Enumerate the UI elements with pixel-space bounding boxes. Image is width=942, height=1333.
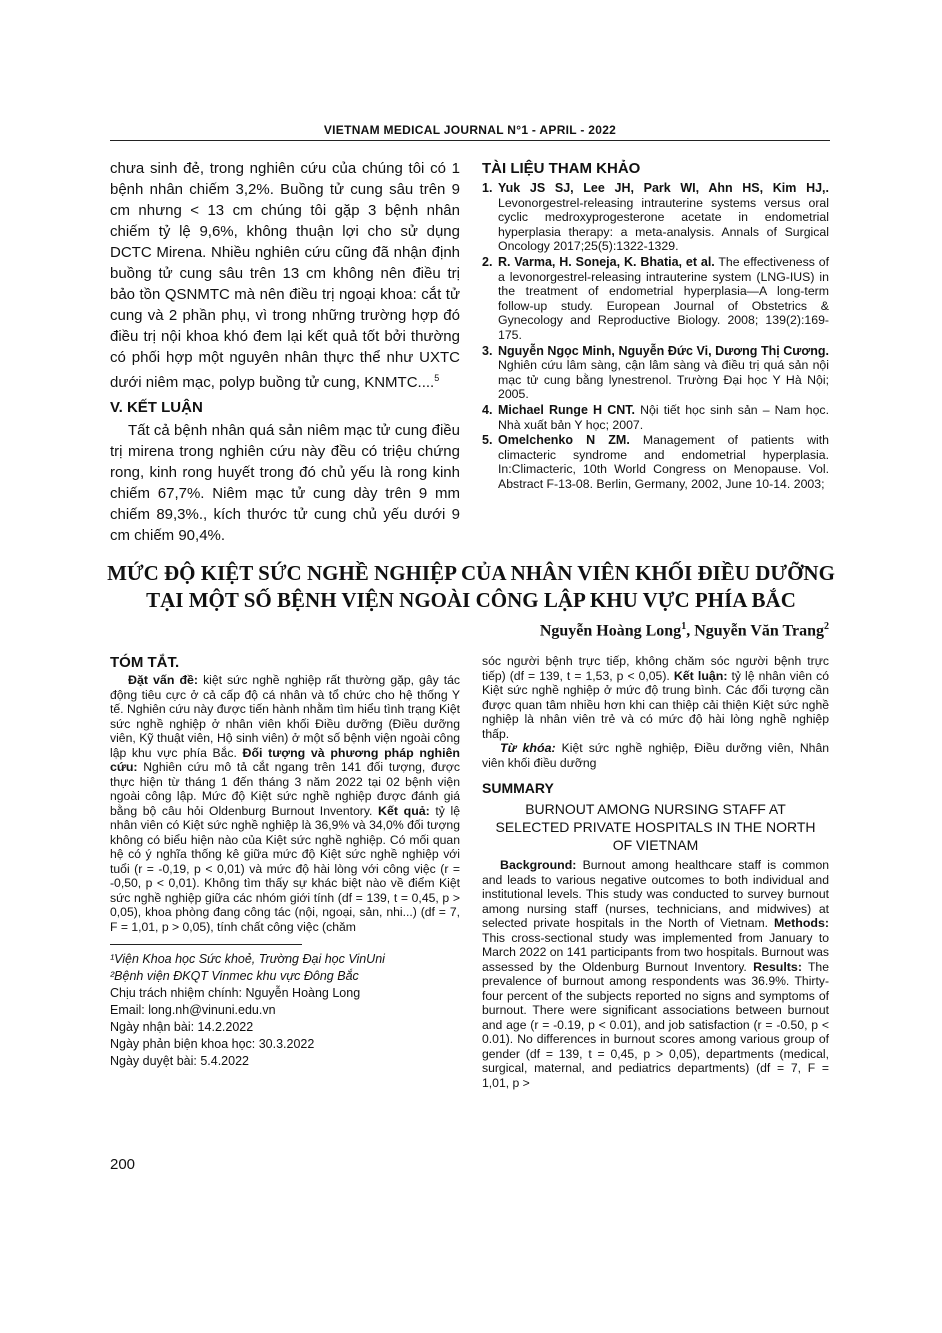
reference-item: 3. Nguyễn Ngọc Minh, Nguyễn Đức Vi, Dương Thị Cương. Nghiên cứu lâm sàng, cận lâm sàng và điều trị quá sản nội mạc tử cung bằng lynestrenol. Trường Đại học Y Hà Nội; 2005. — [482, 343, 829, 402]
reference-item: 1. Yuk JS SJ, Lee JH, Park WI, Ahn HS, Kim HJ,. Levonorgestrel-releasing intrauterine systems versus oral cyclic medroxyprogesterone acetate in endometrial hyperplasia therapy: a meta-analysis. Annals of Surgical Oncology 2017;25(5):1322-1329. — [482, 181, 829, 254]
affiliation-2: ²Bệnh viện ĐKQT Vinmec khu vực Đông Bắc — [110, 969, 359, 983]
citation-sup: 5 — [434, 373, 440, 383]
article-authors: Nguyễn Hoàng Long$^1$, Nguyễn Văn Trang$^2$ — [539, 621, 829, 640]
references-heading: TÀI LIỆU THAM KHẢO — [482, 160, 641, 177]
summary-heading: SUMMARY — [482, 780, 554, 796]
top-left-column — [110, 158, 460, 546]
affiliation-1: ¹Viện Khoa học Sức khoẻ, Trường Đại học VinUni — [110, 952, 385, 966]
abstract-vi-continuation: sóc người bệnh trực tiếp, không chăm sóc người bệnh trực tiếp) (df = 139, t = 1,53, p < 0,05). Kết luận: tỷ lệ nhân viên có Kiệt sức nghề nghiệp ở mức độ trung bình. Các đối tượng cần được quan tâm nhiều hơn khi can thiệp cải thiện Kiệt sức nghề nghiệp là nhân viên trẻ và có mức độ hài lòng nghề nghiệp thấp. — [482, 654, 829, 741]
conclusion-paragraph: Tất cả bệnh nhân quá sản niêm mạc tử cung điều trị mirena trong nghiên cứu này đều có triệu chứng rong, kinh rong huyết trong đó chủ yếu là rong kinh chiếm 67,7%. Niêm mạc tử cung dày trên 9 mm chiếm 89,3%., kích thước tử cung chủ yếu dưới 9 cm chiếm 90,4%. — [110, 422, 460, 544]
header-rule — [110, 140, 830, 141]
abstract-vi-body: Đặt vấn đề: kiệt sức nghề nghiệp rất thường gặp, gây tác động tiêu cực ở cả cấp độ cá nhân và tổ chức cho hệ thống Y tế. Nghiên cứu này được tiến hành nhằm tìm hiểu tình trạng Kiệt sức nghề nghiệp ở nhân viên khối Điều dưỡng (Điều dưỡng viên, Kỹ thuật viên, Hộ sinh viên) ở một số bệnh viện ngoài công lập khu vực phía Bắc. Đối tượng và phương pháp nghiên cứu: Nghiên cứu mô tả cắt ngang trên 141 đối tượng, được thực hiện từ tháng 1 đến tháng 3 năm 2022 tại 02 bệnh viện ngoài công lập. Mức độ Kiệt sức nghề nghiệp được đánh giá bằng bộ câu hỏi Oldenburg Burnout Inventory. Kết quả: tỷ lệ nhân viên có Kiệt sức nghề nghiệp là 36,9% và 34,0% đối tượng không có biểu hiện nào của Kiệt sức nghề nghiệp. Có mối quan hệ có ý nghĩa thống kê giữa mức độ Kiệt sức nghề nghiệp với tuổi (r = -0,19, p < 0,01) và mức độ hài lòng với công việc (r = -0,50, p < 0,01). Không tìm thấy sự khác biệt nào về điểm Kiệt sức nghề nghiệp giữa các nhóm giới tính (df = 139, t = 0,45, p > 0,05), khoa phòng đang công tác (nội, ngoại, sản, nhi...) (df = 7, F = 1,01, p > 0,05), tính chất công việc (chăm — [110, 673, 460, 934]
reference-item: 2. R. Varma, H. Soneja, K. Bhatia, et al. The effectiveness of a levonorgestrel-releasing intrauterine system (LNG-IUS) in the treatment of endometrial hyperplasia—A long-term follow-up study. European Journal of Obstetrics & Gynecology and Reproductive Biology. 2008; 139(2):169-175. — [482, 254, 829, 342]
conclusion-heading: V. KẾT LUẬN — [110, 399, 203, 416]
abstract-vi-column — [110, 654, 460, 1070]
continuation-paragraph: chưa sinh đẻ, trong nghiên cứu của chúng tôi có 1 bệnh nhân chiếm 3,2%. Buồng tử cung sâu trên 9 cm nhưng < 13 cm chúng tôi gặp 3 bệnh nhân chiếm tỷ lệ 9,6%, không thuận lợi cho sử dụng DCTC Mirena. Nhiều nghiên cứu cũng đã nhận định buồng tử cung sâu trên 13 cm không nên điều trị bảo tồn QSNMTC mà nên điều trị ngoại khoa: cắt tử cung và 2 phần phụ, vì trong những trường hợp đó điều trị nội khoa khó đem lại kết quả tốt bởi thường có phối hợp một nguyên nhân thực thể như UXTC dưới niêm mạc, polyp buồng tử cung, KNMTC....$^5$ — [110, 160, 460, 391]
email-line: Email: long.nh@vinuni.edu.vn — [110, 1003, 276, 1017]
abstract-right-column — [482, 654, 829, 1090]
references-list — [482, 181, 829, 491]
received-date: Ngày nhận bài: 14.2.2022 — [110, 1020, 254, 1034]
page-number: 200 — [110, 1156, 136, 1173]
reference-item: 5. Omelchenko N ZM. Management of patients with climacteric syndrome and endometrial hyperplasia. In:Climacteric, 10th World Congress on Menopause. Vol. Abstract F-13-08. Berlin, Germany, 2002, June 10-14. 2003; — [482, 433, 829, 491]
keywords-vi: Từ khóa: Kiệt sức nghề nghiệp, Điều dưỡng viên, Nhân viên khối điều dưỡng — [482, 741, 830, 770]
abstract-vi-heading: TÓM TẮT. — [110, 654, 180, 671]
reviewed-date: Ngày phản biện khoa học: 30.3.2022 — [110, 1037, 315, 1051]
title-line-1: MỨC ĐỘ KIỆT SỨC NGHỀ NGHIỆP CỦA NHÂN VIÊN KHỐI ĐIỀU DƯỠNG — [107, 561, 835, 585]
reference-item: 4. Michael Runge H CNT. Nội tiết học sinh sản – Nam học. Nhà xuất bản Y học; 2007. — [482, 402, 829, 432]
accepted-date: Ngày duyệt bài: 5.4.2022 — [110, 1054, 249, 1068]
summary-body: Background: Burnout among healthcare staff is common and leads to various negative outcomes to both individual and institutional levels. This study was conducted to survey burnout among nursing staff (nurses, technicians, and midwives) at selected private hospitals in the North of Vietnam. Methods: This cross-sectional study was implemented from January to March 2022 on 141 participants from two hospitals. Burnout was assessed by the Oldenburg Burnout Inventory. Results: The prevalence of burnout among respondents was 36.9%. Thirty-four percent of the subjects reported no signs and symptoms of burnout. There were significant associations between burnout and age (r = -0.19, p < 0.01), and job satisfaction (r = -0.50, p < 0.01). No differences in burnout scores among various group of gender (df = 139, t = 0,45, p > 0,05), departments (medical, surgical, maternal, and pediatrics departments) (df = 7, F = 1,01, p > — [482, 858, 829, 1090]
title-line-2: TẠI MỘT SỐ BỆNH VIỆN NGOÀI CÔNG LẬP KHU VỰC PHÍA BẮC — [146, 588, 796, 612]
summary-title: BURNOUT AMONG NURSING STAFF AT SELECTED PRIVATE HOSPITALS IN THE NORTH OF VIETNAM — [495, 801, 816, 853]
corresponding-author: Chịu trách nhiệm chính: Nguyễn Hoàng Long — [110, 986, 361, 1000]
references-section — [482, 160, 829, 492]
article-title — [80, 560, 862, 614]
journal-header: VIETNAM MEDICAL JOURNAL N°1 - APRIL - 2022 — [323, 123, 617, 137]
footnote-rule — [110, 944, 302, 945]
